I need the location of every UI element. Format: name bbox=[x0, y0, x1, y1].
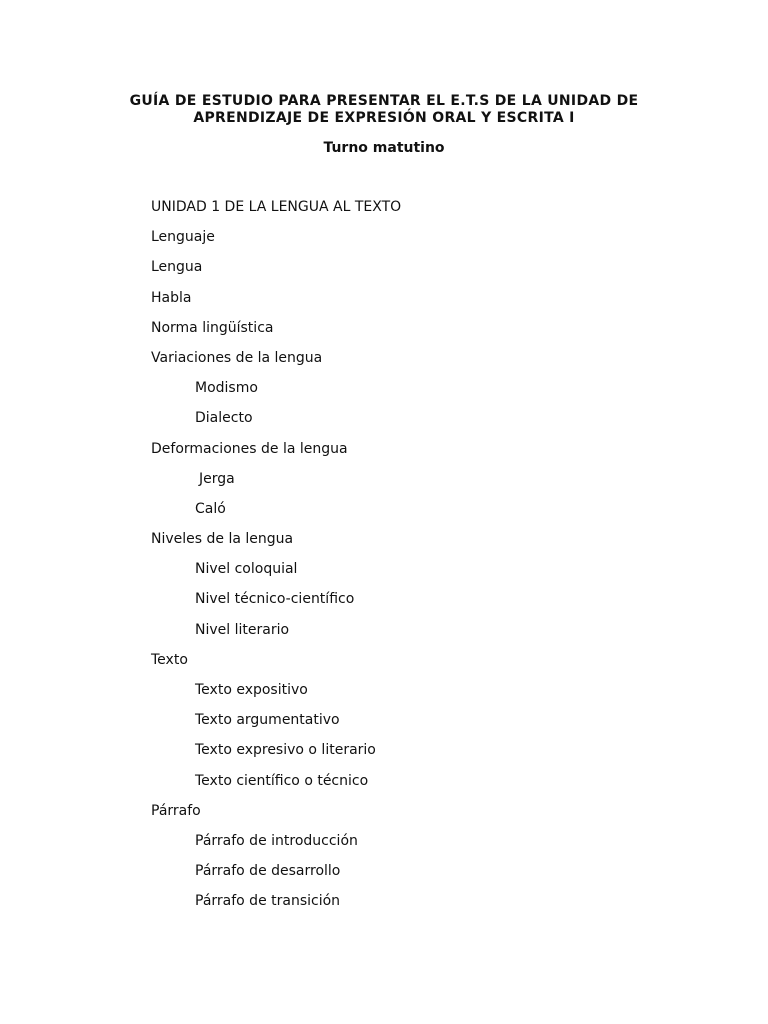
outline-item: Lengua bbox=[151, 259, 203, 276]
outline-subitem: Párrafo de introducción bbox=[195, 832, 358, 849]
outline-subitem: Texto expresivo o literario bbox=[195, 742, 376, 759]
outline-item: Párrafo bbox=[151, 802, 201, 819]
outline-subitem: Jerga bbox=[199, 470, 235, 487]
outline-item: Lenguaje bbox=[151, 229, 215, 246]
outline-subitem: Texto expositivo bbox=[195, 682, 308, 698]
outline-subitem: Párrafo de transición bbox=[195, 893, 341, 910]
outline-subitem: Caló bbox=[195, 500, 226, 517]
outline-item: Texto bbox=[151, 651, 188, 668]
outline-subitem: Modismo bbox=[195, 380, 258, 397]
outline-subitem: Dialecto bbox=[195, 410, 253, 427]
outline-item: Niveles de la lengua bbox=[151, 531, 294, 548]
outline-item: Variaciones de la lengua bbox=[151, 349, 323, 366]
document-title-line-2: APRENDIZAJE DE EXPRESIÓN ORAL Y ESCRITA I bbox=[193, 110, 575, 126]
outline-subitem: Nivel coloquial bbox=[195, 561, 298, 578]
shift-subtitle: Turno matutino bbox=[323, 140, 445, 156]
document-title-line-1: GUÍA DE ESTUDIO PARA PRESENTAR EL E.T.S DE LA UNIDAD DE bbox=[129, 93, 639, 109]
outline-subitem: Nivel literario bbox=[195, 621, 290, 638]
outline-subitem: Nivel técnico-científico bbox=[195, 591, 355, 608]
outline-item: Norma lingüística bbox=[151, 319, 274, 336]
outline-subitem: Texto científico o técnico bbox=[195, 772, 369, 789]
outline-item: Deformaciones de la lengua bbox=[151, 440, 348, 457]
outline-item: UNIDAD 1 DE LA LENGUA AL TEXTO bbox=[151, 199, 402, 215]
outline-subitem: Párrafo de desarrollo bbox=[195, 863, 341, 880]
outline-subitem: Texto argumentativo bbox=[195, 712, 340, 729]
study-outline bbox=[151, 197, 401, 922]
outline-item: Habla bbox=[151, 289, 192, 306]
